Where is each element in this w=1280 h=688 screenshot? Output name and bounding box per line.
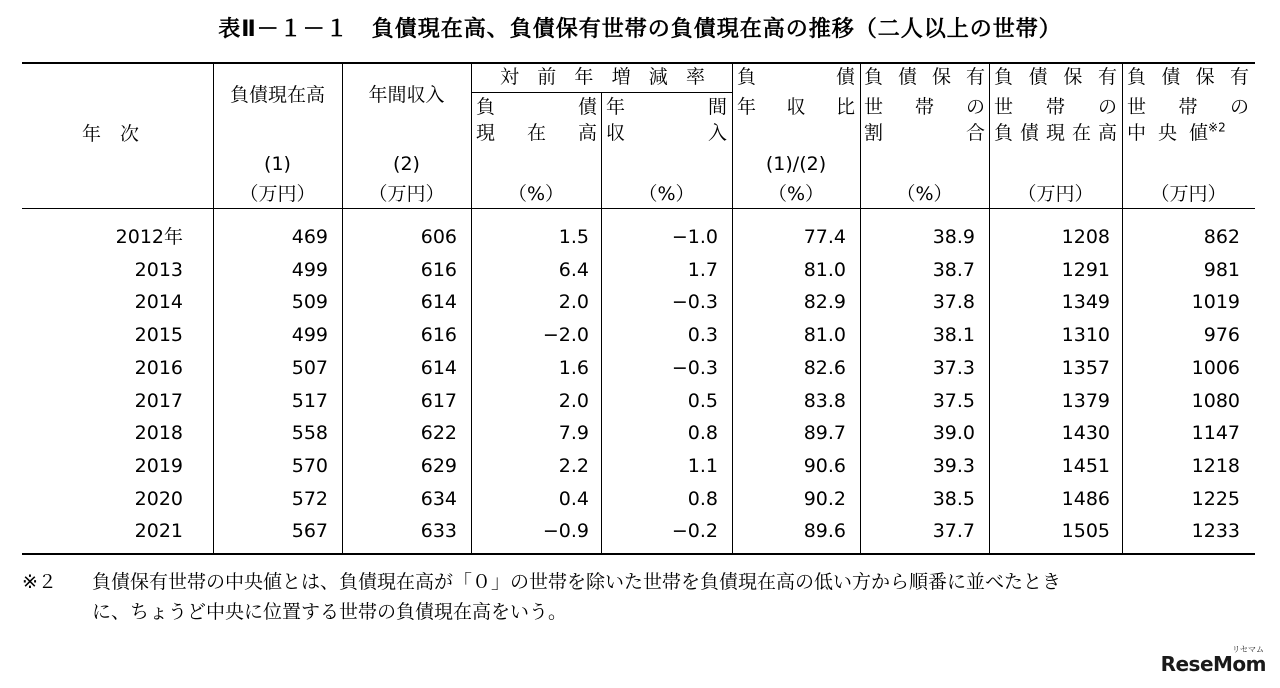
- table-cell: 558: [291, 422, 328, 445]
- table-cell: 1.7: [687, 258, 718, 281]
- header-debt-unit: （万円）: [239, 183, 316, 205]
- header-ratio: 負 債: [737, 66, 855, 88]
- header-hdebt: 負 債 保 有: [994, 66, 1117, 88]
- table-cell: 570: [291, 454, 328, 477]
- row-year: 2012年: [115, 226, 183, 248]
- row-year: 2013: [134, 258, 183, 281]
- header-yoy-group: 対 前 年 増 減 率: [500, 66, 705, 88]
- header-hdebt-l3: 負 債 現 在 高: [994, 122, 1117, 144]
- table-cell: 614: [420, 356, 457, 379]
- header-share-unit: （%）: [896, 183, 953, 205]
- table-cell: −0.9: [542, 520, 589, 543]
- table-cell: 1291: [1061, 258, 1110, 281]
- header-income: 年間収入: [368, 84, 445, 106]
- table-cell: 38.7: [932, 258, 975, 281]
- resemom-logo: ReseMom リセマム: [1160, 645, 1266, 676]
- table-cell: 1019: [1191, 291, 1240, 314]
- header-median-l3: 中 央 値$^{※2}$: [1127, 120, 1226, 144]
- table-cell: 981: [1203, 258, 1240, 281]
- header-income-no: (2): [393, 153, 420, 175]
- table-cell: −2.0: [542, 324, 589, 347]
- group-underline: [471, 92, 732, 93]
- header-debt: 負債現在高: [229, 84, 325, 106]
- header-yoy-debt-l2: 現 在 高: [476, 122, 597, 144]
- row-year: 2015: [134, 324, 183, 347]
- table-cell: 1147: [1191, 422, 1240, 445]
- table-cell: 77.4: [803, 226, 846, 248]
- table-cell: −1.0: [671, 226, 718, 248]
- header-year: 年 次: [82, 123, 140, 145]
- header-ratio-formula: (1)/(2): [765, 153, 827, 175]
- table-cell: 37.3: [932, 356, 975, 379]
- table-cell: 82.9: [803, 291, 846, 314]
- table-cell: 90.6: [803, 454, 846, 477]
- table-cell: −0.3: [671, 356, 718, 379]
- table-cell: 89.7: [803, 422, 846, 445]
- table-cell: 1208: [1061, 226, 1110, 248]
- table-cell: 1006: [1191, 356, 1240, 379]
- table-cell: 82.6: [803, 356, 846, 379]
- header-yoy-debt-unit: （%）: [507, 183, 565, 205]
- table-cell: 1357: [1061, 356, 1110, 379]
- header-share-l2: 世 帯 の: [864, 96, 985, 118]
- table-cell: 633: [420, 520, 457, 543]
- footnote-line-2: に、ちょうど中央に位置する世帯の負債現在高をいう。: [92, 601, 568, 623]
- table-cell: 81.0: [803, 258, 846, 281]
- header-yoy-income: 年 間: [606, 96, 727, 118]
- table-cell: 509: [291, 291, 328, 314]
- table-cell: 1.6: [558, 356, 589, 379]
- table-cell: 614: [420, 291, 457, 314]
- header-income-unit: （万円）: [368, 183, 445, 205]
- table-cell: 2.2: [558, 454, 589, 477]
- table-cell: 507: [291, 356, 328, 379]
- header-ratio-unit: （%）: [767, 183, 825, 205]
- table-cell: 469: [291, 226, 328, 248]
- header-median-l2: 世 帯 の: [1127, 96, 1249, 118]
- table-cell: −0.3: [671, 291, 718, 314]
- table-cell: 81.0: [803, 324, 846, 347]
- table-cell: 634: [420, 487, 457, 510]
- table-cell: 629: [420, 454, 457, 477]
- table-cell: 1451: [1061, 454, 1110, 477]
- table-cell: 606: [420, 226, 457, 248]
- table-cell: 0.4: [558, 487, 589, 510]
- header-median-unit: （万円）: [1150, 183, 1227, 205]
- table-cell: 38.1: [932, 324, 975, 347]
- table-cell: 0.8: [687, 422, 718, 445]
- table-cell: 1505: [1061, 520, 1110, 543]
- table-title: 表Ⅱ－１－１ 負債現在高、負債保有世帯の負債現在高の推移（二人以上の世帯）: [218, 17, 1062, 42]
- table-cell: 517: [291, 389, 328, 412]
- header-separator: [22, 208, 1255, 209]
- table-cell: 0.3: [687, 324, 718, 347]
- header-yoy-debt: 負 債: [476, 96, 597, 118]
- table-cell: 1310: [1061, 324, 1110, 347]
- row-year: 2017: [134, 389, 183, 412]
- table-cell: 1.5: [558, 226, 589, 248]
- table-cell: 37.5: [932, 389, 975, 412]
- table-cell: 572: [291, 487, 328, 510]
- header-yoy-income-unit: （%）: [638, 183, 695, 205]
- table-cell: 1218: [1191, 454, 1240, 477]
- row-year: 2021: [134, 520, 183, 543]
- table-cell: 622: [420, 422, 457, 445]
- table-cell: 1225: [1191, 487, 1240, 510]
- table-cell: 976: [1203, 324, 1240, 347]
- table-cell: 1.1: [687, 454, 718, 477]
- table-cell: 38.5: [932, 487, 975, 510]
- table-cell: 862: [1203, 226, 1240, 248]
- header-debt-no: (1): [264, 153, 291, 175]
- table-cell: 499: [291, 324, 328, 347]
- table-cell: 38.9: [932, 226, 975, 248]
- median-note-ref: ※2: [1208, 120, 1226, 135]
- table-cell: 39.0: [932, 422, 975, 445]
- table-cell: 1430: [1061, 422, 1110, 445]
- header-share: 負 債 保 有: [864, 66, 985, 88]
- table-cell: 567: [291, 520, 328, 543]
- table-cell: 83.8: [803, 389, 846, 412]
- header-ratio-l2: 年 収 比: [737, 96, 855, 118]
- table-cell: 617: [420, 389, 457, 412]
- row-year: 2014: [134, 291, 183, 314]
- table-cell: 616: [420, 258, 457, 281]
- table-cell: 89.6: [803, 520, 846, 543]
- table-cell: 1233: [1191, 520, 1240, 543]
- table-cell: 1486: [1061, 487, 1110, 510]
- footnote-mark: ※２: [22, 571, 57, 593]
- table-cell: 0.5: [687, 389, 718, 412]
- table-cell: 2.0: [558, 291, 589, 314]
- row-year: 2016: [134, 356, 183, 379]
- header-yoy-income-l2: 収 入: [606, 122, 727, 144]
- table-cell: 37.8: [932, 291, 975, 314]
- table-cell: 37.7: [932, 520, 975, 543]
- header-share-l3: 割 合: [864, 122, 985, 144]
- row-year: 2020: [134, 487, 183, 510]
- row-year: 2019: [134, 454, 183, 477]
- table-cell: 90.2: [803, 487, 846, 510]
- table-cell: 1080: [1191, 389, 1240, 412]
- table-cell: 499: [291, 258, 328, 281]
- header-hdebt-l2: 世 帯 の: [994, 96, 1117, 118]
- table-cell: 2.0: [558, 389, 589, 412]
- footnote-line-1: 負債保有世帯の中央値とは、負債現在高が「０」の世帯を除いた世帯を負債現在高の低い方から順番に並べたとき: [92, 571, 1062, 593]
- table-cell: 1349: [1061, 291, 1110, 314]
- table-cell: 39.3: [932, 454, 975, 477]
- header-hdebt-unit: （万円）: [1017, 183, 1094, 205]
- table-cell: 7.9: [558, 422, 589, 445]
- table-cell: 616: [420, 324, 457, 347]
- row-year: 2018: [134, 422, 183, 445]
- header-median: 負 債 保 有: [1127, 66, 1249, 88]
- table-cell: 6.4: [558, 258, 589, 281]
- table-cell: 1379: [1061, 389, 1110, 412]
- table-cell: −0.2: [671, 520, 718, 543]
- table-cell: 0.8: [687, 487, 718, 510]
